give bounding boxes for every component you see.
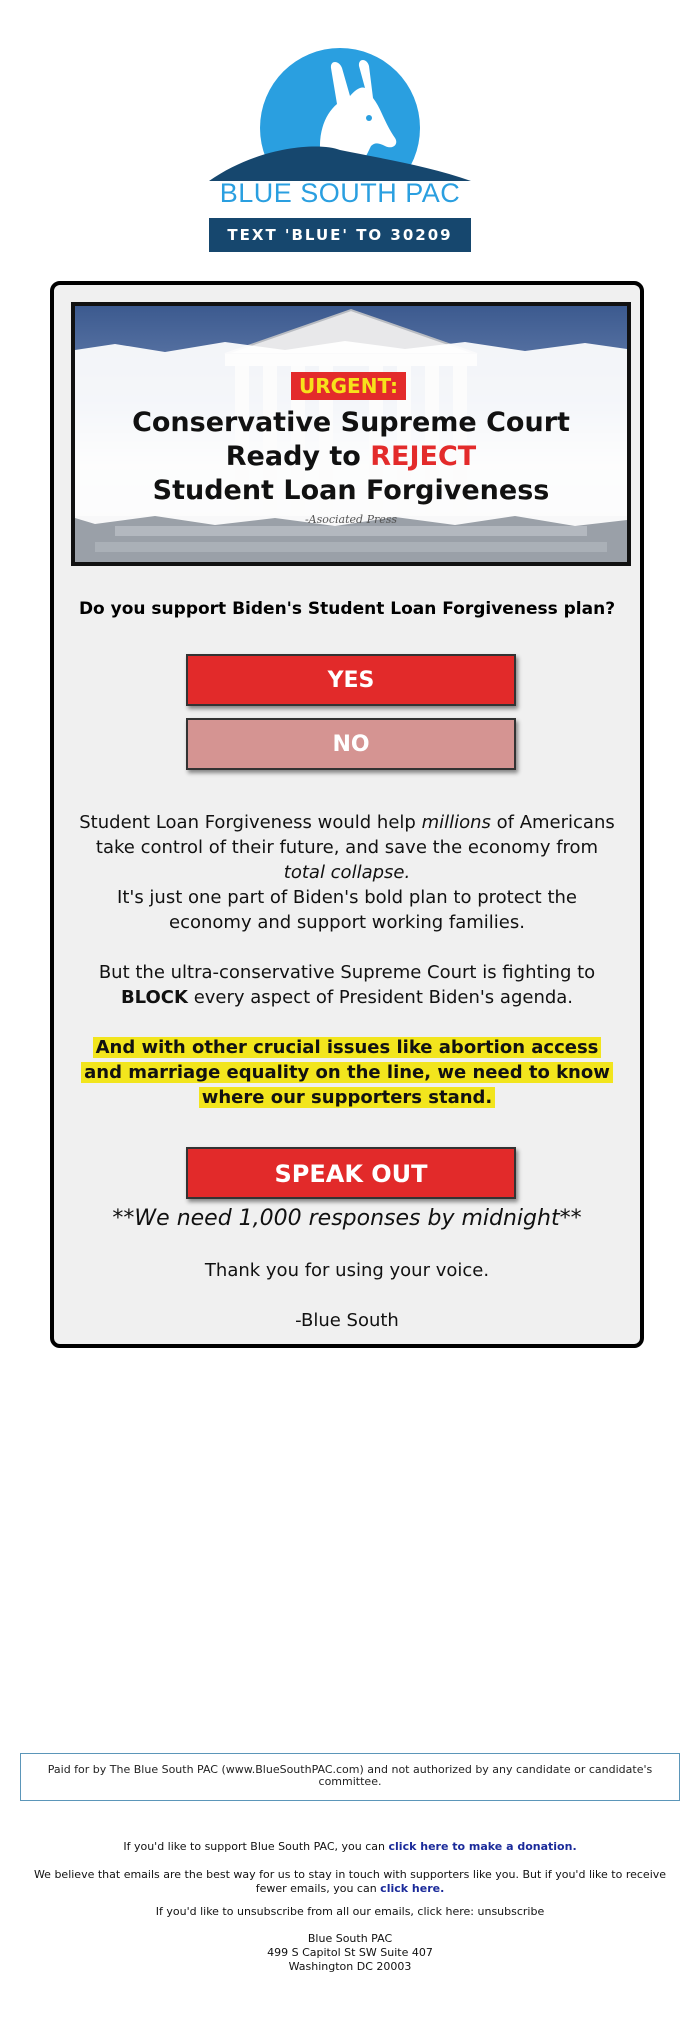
logo [209, 46, 471, 252]
headline-line-3: Student Loan Forgiveness [152, 475, 550, 506]
unsubscribe-line [20, 1905, 680, 1919]
logo-brand-text: BLUE SOUTH PAC [219, 178, 461, 208]
urgent-label: URGENT: [291, 372, 406, 400]
main-card [50, 281, 644, 1348]
paragraph-bold-plan: It's just one part of Biden's bold plan to protect the economy and support working families. [117, 887, 577, 933]
p3-text-block: BLOCK [120, 987, 188, 1008]
headline-line-2 [75, 441, 627, 472]
highlighted-text: And with other crucial issues like abortion access and marriage equality on the line, we need to know where our supporters stand. [81, 1037, 613, 1108]
yes-button[interactable]: YES [186, 654, 516, 706]
address-line-1: Blue South PAC [307, 1932, 393, 1945]
headline-reject: REJECT [370, 441, 477, 472]
fewer-emails-line [20, 1868, 680, 1896]
paid-for-disclaimer: Paid for by The Blue South PAC (www.BlueSouthPAC.com) and not authorized by any candidate or candidate's committee. [20, 1753, 680, 1801]
p1-text-total-collapse: total collapse. [283, 862, 411, 883]
no-button[interactable]: NO [186, 718, 516, 770]
donation-link[interactable]: click here to make a donation. [388, 1840, 577, 1853]
hero-image[interactable] [71, 302, 631, 566]
address-line-3: Washington DC 20003 [288, 1960, 412, 1973]
paragraph-highlighted [74, 1035, 620, 1110]
paragraph-loan-forgiveness [74, 810, 620, 885]
headline-line-2-prefix: Ready to [225, 441, 371, 472]
fewer-emails-prefix: We believe that emails are the best way for us to stay in touch with supporters like you. But if you'd like to receive fewer emails, you can [33, 1868, 667, 1895]
fewer-emails-link[interactable]: click here. [380, 1882, 445, 1895]
p3-text-a: But the ultra-conservative Supreme Court is fighting to [98, 962, 596, 983]
donkey-icon [209, 46, 471, 181]
paragraph-supreme-court [74, 960, 620, 1010]
survey-question: Do you support Biden's Student Loan Forgiveness plan? [78, 599, 616, 619]
p1-text-a: Student Loan Forgiveness would help [79, 812, 422, 833]
address-line-2: 499 S Capitol St SW Suite 407 [267, 1946, 433, 1959]
speak-out-button[interactable]: SPEAK OUT [186, 1147, 516, 1199]
headline-source: -Asociated Press [304, 513, 398, 526]
p1-text-millions: millions [421, 812, 491, 833]
thank-you-text: Thank you for using your voice. [204, 1260, 490, 1281]
mailing-address [0, 1932, 700, 1974]
responses-needed: **We need 1,000 responses by midnight** [112, 1206, 582, 1231]
headline-line-1: Conservative Supreme Court [132, 407, 570, 438]
p1-text-c: of Americans take control of their future, and save the economy from [95, 812, 615, 858]
text-to-join-banner: TEXT 'BLUE' TO 30209 [209, 218, 471, 252]
p3-text-c: every aspect of President Biden's agenda. [187, 987, 574, 1008]
unsubscribe-link[interactable]: unsubscribe [477, 1905, 545, 1918]
unsubscribe-prefix: If you'd like to unsubscribe from all our emails, click here: [155, 1905, 478, 1918]
donation-prefix: If you'd like to support Blue South PAC, you can [123, 1840, 389, 1853]
signoff: -Blue South [295, 1310, 399, 1331]
donation-line [20, 1840, 680, 1854]
